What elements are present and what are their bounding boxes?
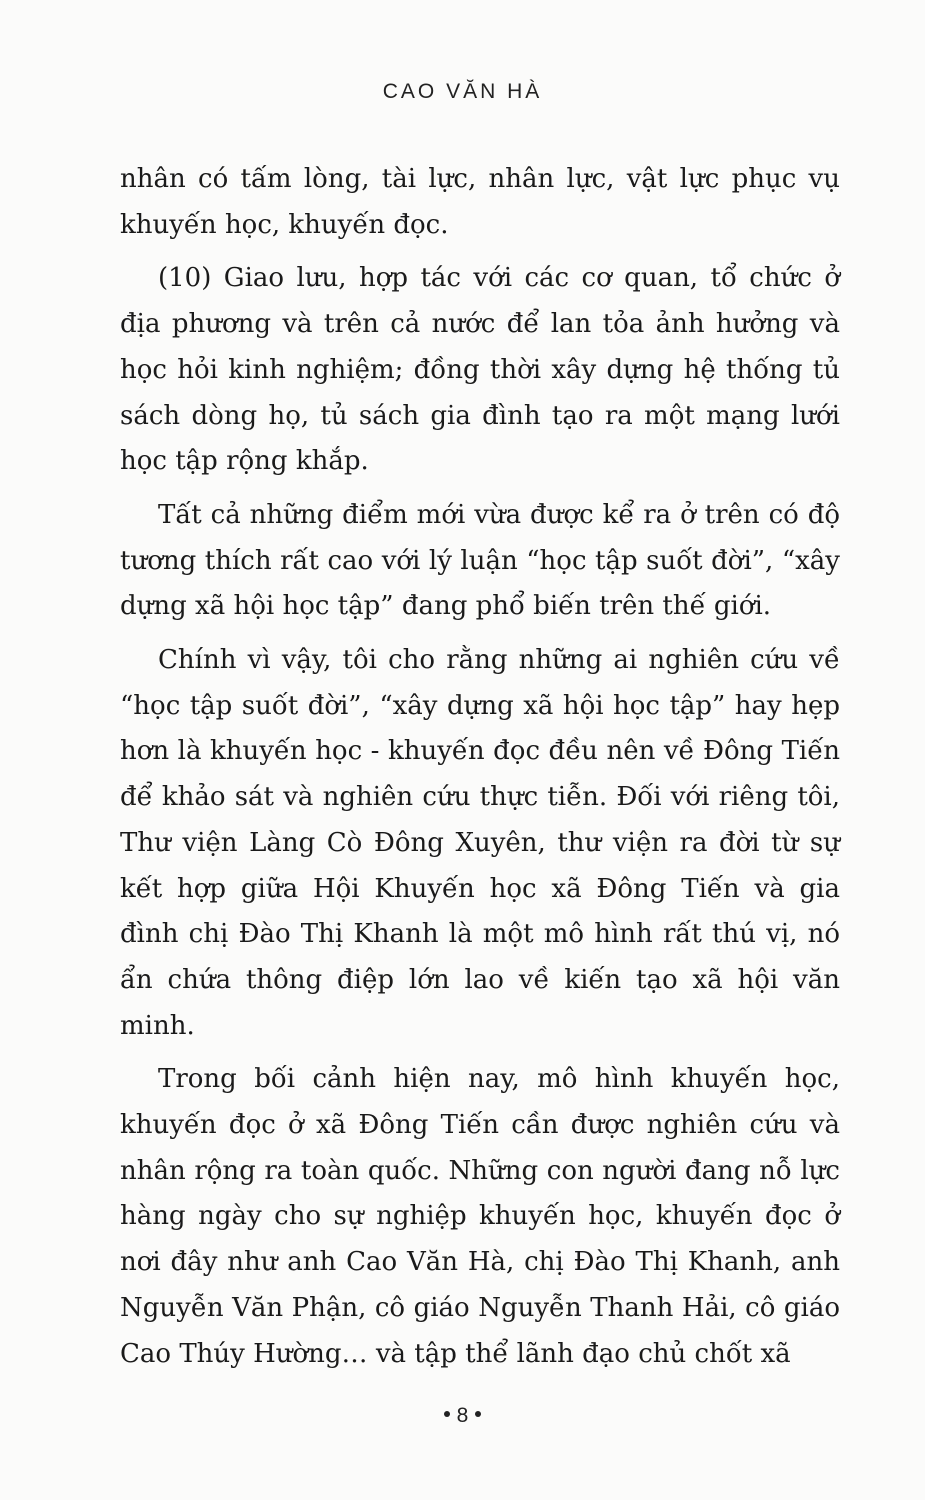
paragraph-compatibility: Tất cả những điểm mới vừa được kể ra ở trên có độ tương thích rất cao với lý luận “học tập suốt đời”, “xây dựng xã hội học tập” đang phổ biến trên thế giới. <box>120 499 840 622</box>
page-number-value: 8 <box>456 1404 469 1427</box>
page-number <box>0 1404 925 1428</box>
paragraph-context: Trong bối cảnh hiện nay, mô hình khuyến học, khuyến đọc ở xã Đông Tiến cần được nghiên cứu và nhân rộng ra toàn quốc. Những con người đang nỗ lực hàng ngày cho sự nghiệp khuyến học, khuyến đọc ở nơi đây như anh Cao Văn Hà, chị Đào Thị Khanh, anh Nguyễn Văn Phận, cô giáo Nguyễn Thanh Hải, cô giáo Cao Thúy Hường… và tập thể lãnh đạo chủ chốt xã <box>120 1064 840 1369</box>
running-head: CAO VĂN HÀ <box>382 80 543 103</box>
paragraph-continued: nhân có tấm lòng, tài lực, nhân lực, vật lực phục vụ khuyến học, khuyến đọc. <box>120 164 840 240</box>
folio-dot-right <box>475 1411 481 1417</box>
paragraph-item-10: (10) Giao lưu, hợp tác với các cơ quan, tổ chức ở địa phương và trên cả nước để lan tỏa ảnh hưởng và học hỏi kinh nghiệm; đồng thời xây dựng hệ thống tủ sách dòng họ, tủ sách gia đình tạo ra một mạng lưới học tập rộng khắp. <box>120 263 840 477</box>
folio-dot-left <box>444 1411 450 1417</box>
paragraph-research: Chính vì vậy, tôi cho rằng những ai nghiên cứu về “học tập suốt đời”, “xây dựng xã hội học tập” hay hẹp hơn là khuyến học - khuyến đọc đều nên về Đông Tiến để khảo sát và nghiên cứu thực tiễn. Đối với riêng tôi, Thư viện Làng Cò Đông Xuyên, thư viện ra đời từ sự kết hợp giữa Hội Khuyến học xã Đông Tiến và gia đình chị Đào Thị Khanh là một mô hình rất thú vị, nó ẩn chứa thông điệp lớn lao về kiến tạo xã hội văn minh. <box>120 645 840 1041</box>
body-text <box>120 157 840 1385</box>
